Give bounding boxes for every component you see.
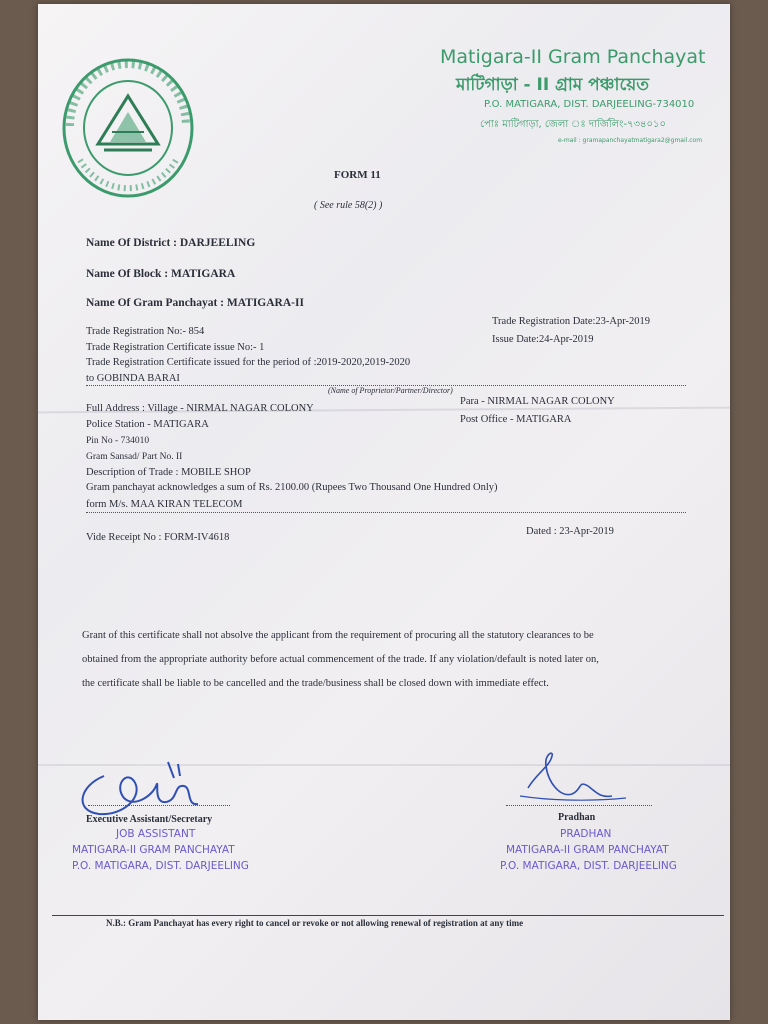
district-name: Name Of District : DARJEELING (86, 237, 256, 249)
certificate-page (38, 4, 730, 1020)
registration-date: Trade Registration Date:23-Apr-2019 (492, 316, 651, 327)
secretary-caption: Executive Assistant/Secretary (86, 814, 213, 825)
pradhan-caption: Pradhan (558, 812, 596, 823)
receipt-date: Dated : 23-Apr-2019 (526, 526, 614, 537)
secretary-stamp-line-3: P.O. MATIGARA, DIST. DARJEELING (72, 860, 249, 872)
receipt-number: Vide Receipt No : FORM-IV4618 (86, 532, 230, 543)
certificate-issue-no: Trade Registration Certificate issue No:- 1 (86, 342, 265, 353)
form-rule: ( See rule 58(2) ) (314, 200, 383, 211)
org-name: Matigara-II Gram Panchayat (440, 46, 706, 68)
block-name: Name Of Block : MATIGARA (86, 268, 236, 280)
form-title: FORM 11 (334, 169, 381, 181)
trade-description: Description of Trade : MOBILE SHOP (86, 467, 251, 478)
firm-name: form M/s. MAA KIRAN TELECOM (86, 499, 243, 510)
pradhan-stamp-line-1: PRADHAN (560, 828, 612, 840)
gram-sansad: Gram Sansad/ Part No. II (86, 452, 183, 462)
footer-rule (52, 915, 724, 916)
para: Para - NIRMAL NAGAR COLONY (460, 396, 615, 407)
issue-date: Issue Date:24-Apr-2019 (492, 334, 594, 345)
terms-line-3: the certificate shall be liable to be cancelled and the trade/business shall be closed down with immediate effect. (82, 678, 549, 689)
org-address-bengali: পোঃ মাটিগাড়া, জেলা ঃ দার্জিলিং-৭৩৪০১০ (480, 119, 667, 130)
terms-line-1: Grant of this certificate shall not absolve the applicant from the requirement of procuring all the statutory clearances to be (82, 630, 594, 641)
registration-period: Trade Registration Certificate issued for the period of :2019-2020,2019-2020 (86, 357, 411, 368)
panchayat-seal-logo (60, 56, 196, 200)
trade-registration-no: Trade Registration No:- 854 (86, 326, 205, 337)
terms-line-2: obtained from the appropriate authority before actual commencement of the trade. If any violation/default is noted later on, (82, 654, 599, 665)
org-address: P.O. MATIGARA, DIST. DARJEELING-734010 (484, 99, 695, 110)
pradhan-stamp-line-2: MATIGARA-II GRAM PANCHAYAT (506, 844, 669, 856)
full-address: Full Address : Village - NIRMAL NAGAR COLONY (86, 403, 314, 414)
org-email: e-mail : gramapanchayatmatigara2@gmail.com (558, 137, 703, 144)
payment-acknowledgement: Gram panchayat acknowledges a sum of Rs. 2100.00 (Rupees Two Thousand One Hundred Only) (86, 482, 498, 493)
firm-dotted-line (86, 512, 686, 513)
proprietor-name: to GOBINDA BARAI (86, 373, 180, 384)
footer-note: N.B.: Gram Panchayat has every right to cancel or revoke or not allowing renewal of registration at any time (106, 918, 524, 928)
post-office: Post Office - MATIGARA (460, 414, 572, 425)
secretary-stamp-line-2: MATIGARA-II GRAM PANCHAYAT (72, 844, 235, 856)
police-station: Police Station - MATIGARA (86, 419, 209, 430)
secretary-stamp-line-1: JOB ASSISTANT (116, 828, 196, 840)
proprietor-caption: (Name of Proprietor/Partner/Director) (328, 386, 453, 395)
secretary-signature-line (88, 805, 230, 806)
org-name-bengali: মাটিগাড়া - II গ্রাম পঞ্চায়েত (456, 75, 650, 95)
gram-panchayat-name: Name Of Gram Panchayat : MATIGARA-II (86, 297, 304, 309)
pradhan-signature (516, 746, 636, 812)
pin-code: Pin No - 734010 (86, 436, 150, 446)
pradhan-stamp-line-3: P.O. MATIGARA, DIST. DARJEELING (500, 860, 677, 872)
pradhan-signature-line (506, 805, 652, 806)
